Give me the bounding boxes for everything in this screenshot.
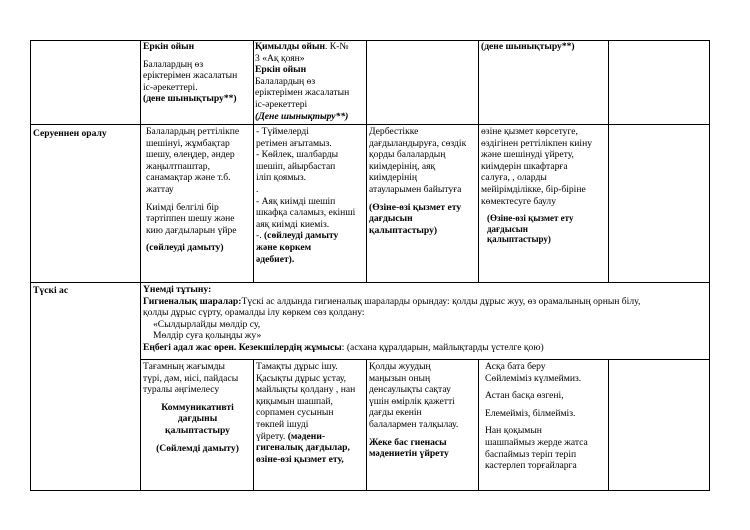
lunch-c4-text: Қолды жуудың маңызын оның денсаулықты сақтау үшін өмірлік қажетті дағды екенін балалармен талқылау.	[369, 361, 459, 430]
lunch-c2-note2: (Сөйлемді дамыту)	[156, 442, 239, 454]
row2-cell-c5	[481, 126, 607, 281]
lunch-c3-text	[256, 361, 365, 465]
row1-cell-col5	[481, 41, 607, 123]
return-c3-steps: - Түймелерді ретімен ағытамыз. - Көйлек, шалбарды шешіп, айырбастап іліп қоямыз. . - Аяқ киімді шешіп шкафқа саламыз, екінші аяқ киімді киеміз. -.	[256, 126, 356, 242]
row1-cell-active-game	[255, 41, 365, 123]
row4-cell-c2	[143, 361, 252, 489]
active-game-title-rest: . К-№ 3 «Ақ қоян»	[255, 41, 349, 64]
row2-cell-c2	[146, 126, 252, 281]
row2-cell-c3	[256, 126, 365, 281]
row3-merged-cell	[143, 284, 708, 358]
row4-cell-c5	[485, 361, 607, 489]
row1-cell-free-play	[143, 41, 251, 123]
return-c4-text: Дербестікке дағдыландыруға, сөздік қорды балалардың киімдерінің, аяқ киімдерінің атауларымен байытуға	[369, 126, 467, 195]
return-c5-text: өзіне қызмет көрсетуге, өздігінен реттілікпен киіну және шешінуді үйрету, киімдерін шкафтарға салуға, , оларды мейірімділікке, бір-біріне көмектесуге баулу	[481, 126, 593, 207]
active-game-subtitle: Еркін ойын	[255, 64, 307, 76]
hygiene-label: Гигиеналық шаралар:	[143, 295, 242, 307]
blessing-line1: Асқа бата беру Сөйлеміміз күлмеймиз.	[485, 361, 582, 384]
row2-cell-c4	[369, 126, 477, 281]
row2-label	[33, 128, 139, 148]
return-c2-p1: Балалардың реттілікпе шешінуі, жұмбақтар шешу, өлеңдер, әндер жаңылтпаштар, санамақтар және т.б. жаттау	[146, 126, 240, 195]
economy-heading: Үнемді тұтыну:	[143, 284, 212, 295]
return-c2-note: (сөйлеуді дамыту)	[146, 242, 224, 254]
col5-note: (дене шынықтыру**)	[481, 41, 575, 52]
lunch-c2-note1: Коммуникативті дағдыны қалыптастыру	[161, 401, 234, 436]
return-c5-note: (Өзіне-өзі қызмет ету дағдысын қалыптастыру)	[487, 213, 574, 245]
duty-body: : (асхана құралдарын, майлықтарды үстелге қою)	[341, 341, 544, 353]
return-c3-text	[256, 126, 365, 265]
duty-label: Еңбегі адал жас өрен. Кезекшілердің жұмысы	[143, 341, 342, 353]
row4-cell-c3	[256, 361, 365, 489]
return-c4-note: (Өзіне-өзі қызмет ету дағдысын қалыптастыру)	[369, 201, 462, 236]
free-play-note: (дене шынықтыру**)	[143, 93, 237, 105]
lunch-c3-body: Тамақты дұрыс ішу. Қасықты дұрыс ұстау, майлықты қолдану , нан қиқымын шашпай, сорпамен сусынын төкпей ішуді үйрету.	[256, 361, 356, 442]
hygiene-body: Түскі ас алдында гигиеналық шараларды орындау: қолды дұрыс жуу, өз орамалының орнын білу, қолды дұрыс сүрту, орамалды ілу көркем сөз қолдану:	[143, 295, 641, 319]
lunch-label: Түскі ас	[33, 285, 69, 296]
blessing-line2: Астан басқа өзгені,	[485, 390, 564, 402]
active-game-title: Қимылды ойын	[255, 41, 325, 52]
free-play-title: Еркін ойын	[143, 41, 195, 52]
free-play-text: Балалардың өз еріктерімен жасалатын іс-әрекеттері.	[143, 58, 238, 93]
lunch-c4-note: Жеке бас гиенасы мәдениетін үйрету	[369, 436, 449, 460]
active-game-text: Балалардың өз еріктерімен жасалатын іс-әрекеттері	[255, 75, 350, 110]
row3-label	[33, 285, 139, 305]
hygiene-text	[143, 296, 708, 319]
lunch-c2-text: Тағамның жағымды түрі, дәм, иісі, пайдасы туралы әңгімелесу	[143, 361, 239, 396]
blessing-line3: Елемейміз, білмейміз.	[485, 407, 576, 419]
hand-wash-poem: «Сылдырлайды мөлдір су, Мөлдір суға қолыңды жу»	[153, 318, 262, 342]
row4-cell-c4	[369, 361, 477, 489]
active-game-note: (Дене шынықтыру**)	[255, 110, 349, 122]
duty-text	[143, 342, 708, 354]
lunch-c3-note: (мәдени- гигеналық дағдылар, өзіне-өзі қызмет ету,	[256, 430, 350, 465]
return-from-walk-label: Серуеннен оралу	[33, 128, 107, 139]
blessing-line4: Нан қоқымын шашпаймыз жерде жатса баспаймыз теріп теріп кастерлеп торғайларга	[485, 425, 588, 472]
active-game-heading	[255, 41, 365, 64]
return-c3-note: (сөйлеуді дамыту және көркем әдебиет).	[256, 230, 339, 265]
return-c2-p2: Киімді белгілі бір тәртіппен шешу және кию дағдыларын үйре	[146, 201, 237, 236]
